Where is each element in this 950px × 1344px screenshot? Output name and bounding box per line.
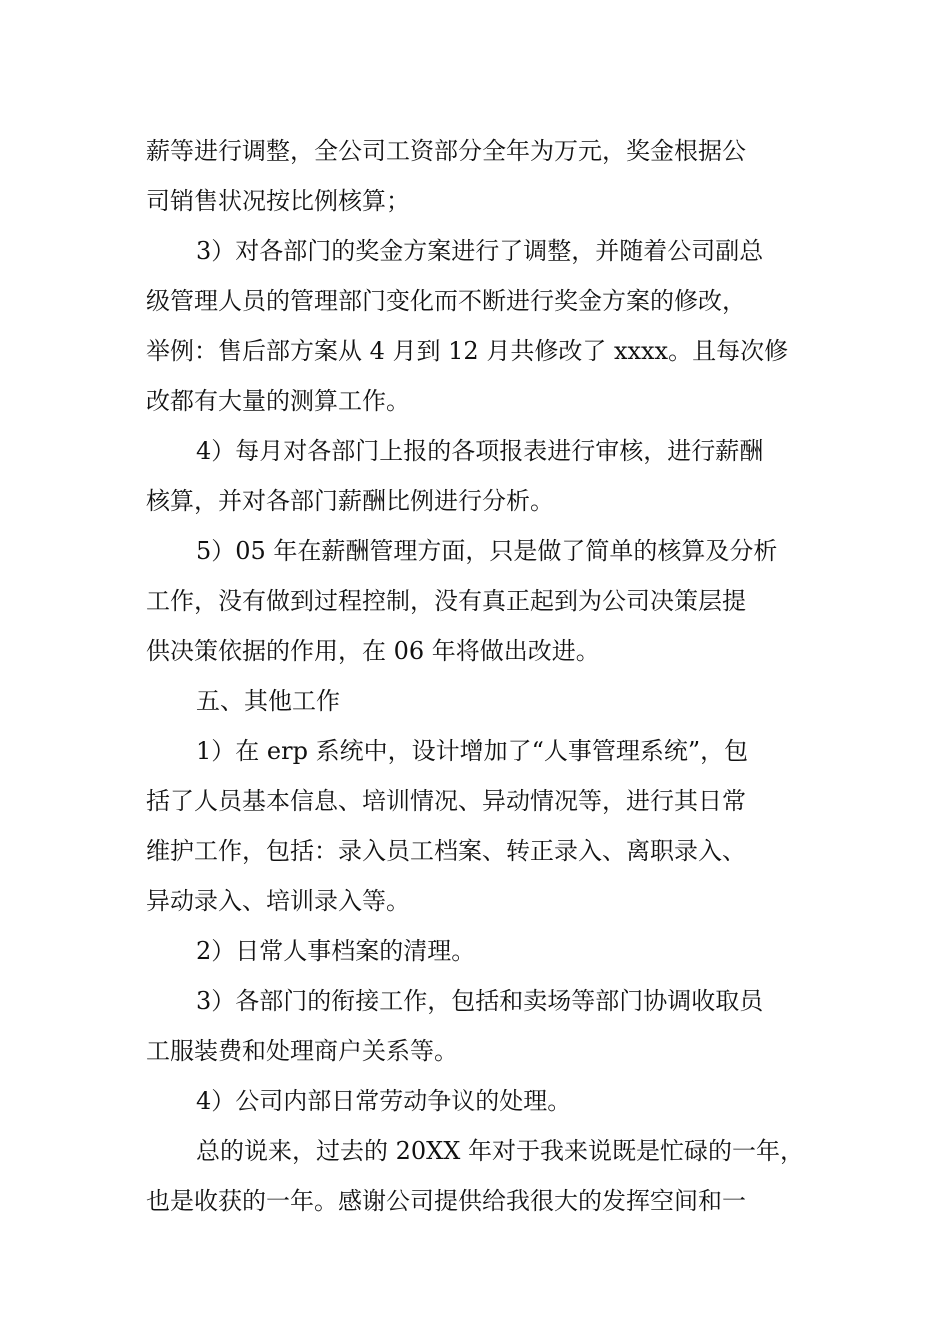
text-line: 5）05 年在薪酬管理方面，只是做了简单的核算及分析: [196, 537, 778, 565]
text-line: 司销售状况按比例核算；: [146, 187, 410, 215]
text-line: 3）各部门的衔接工作，包括和卖场等部门协调收取员: [196, 987, 764, 1015]
text-line: 3）对各部门的奖金方案进行了调整，并随着公司副总: [196, 237, 764, 265]
text-line: 异动录入、培训录入等。: [146, 887, 410, 915]
text-line: 核算，并对各部门薪酬比例进行分析。: [146, 487, 554, 515]
text-line: 改都有大量的测算工作。: [146, 387, 410, 415]
text-line: 工作，没有做到过程控制，没有真正起到为公司决策层提: [146, 587, 746, 615]
text-line: 4）公司内部日常劳动争议的处理。: [196, 1087, 572, 1115]
section-heading: 五、其他工作: [196, 687, 340, 715]
text-line: 总的说来，过去的 20XX 年对于我来说既是忙碌的一年，: [196, 1137, 804, 1165]
text-line: 1）在 erp 系统中，设计增加了“人事管理系统”，包: [196, 737, 749, 765]
text-line: 维护工作，包括：录入员工档案、转正录入、离职录入、: [146, 837, 746, 865]
text-line: 4）每月对各部门上报的各项报表进行审核，进行薪酬: [196, 437, 764, 465]
text-line: 供决策依据的作用，在 06 年将做出改进。: [146, 637, 600, 665]
text-line: 工服装费和处理商户关系等。: [146, 1037, 458, 1065]
text-line: 2）日常人事档案的清理。: [196, 937, 476, 965]
text-line: 括了人员基本信息、培训情况、异动情况等，进行其日常: [146, 787, 746, 815]
text-line: 也是收获的一年。感谢公司提供给我很大的发挥空间和一: [146, 1187, 746, 1215]
text-line: 举例：售后部方案从 4 月到 12 月共修改了 xxxx。且每次修: [146, 337, 789, 365]
text-line: 级管理人员的管理部门变化而不断进行奖金方案的修改，: [146, 287, 746, 315]
text-line: 薪等进行调整，全公司工资部分全年为万元，奖金根据公: [146, 137, 746, 165]
